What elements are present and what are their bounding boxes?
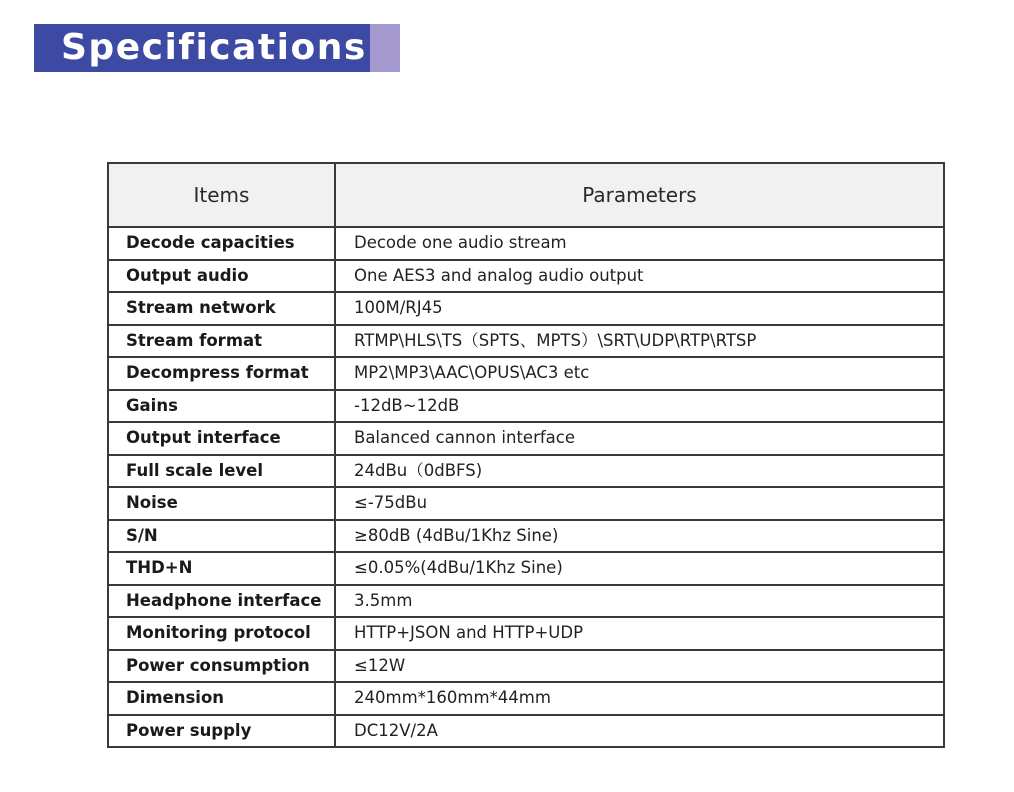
- row-item: Output audio: [108, 260, 335, 293]
- row-item: Stream network: [108, 292, 335, 325]
- table-row: [108, 715, 944, 748]
- row-item: Power consumption: [108, 650, 335, 683]
- row-param: ≤0.05%(4dBu/1Khz Sine): [335, 552, 944, 585]
- row-item: Dimension: [108, 682, 335, 715]
- table-row: [108, 227, 944, 260]
- row-item: Gains: [108, 390, 335, 423]
- table-row: [108, 357, 944, 390]
- row-item: Monitoring protocol: [108, 617, 335, 650]
- row-param: 100M/RJ45: [335, 292, 944, 325]
- title-accent-block: [370, 24, 400, 72]
- row-param: 240mm*160mm*44mm: [335, 682, 944, 715]
- table-row: [108, 552, 944, 585]
- table-row: [108, 585, 944, 618]
- row-param: HTTP+JSON and HTTP+UDP: [335, 617, 944, 650]
- header-items: Items: [108, 163, 335, 227]
- row-param: MP2\MP3\AAC\OPUS\AC3 etc: [335, 357, 944, 390]
- row-item: S/N: [108, 520, 335, 553]
- table-row: [108, 617, 944, 650]
- row-param: One AES3 and analog audio output: [335, 260, 944, 293]
- table-row: [108, 455, 944, 488]
- table-row: [108, 682, 944, 715]
- spec-table: [107, 162, 945, 748]
- table-row: [108, 650, 944, 683]
- row-param: Balanced cannon interface: [335, 422, 944, 455]
- header-parameters: Parameters: [335, 163, 944, 227]
- row-param: 3.5mm: [335, 585, 944, 618]
- table-row: [108, 422, 944, 455]
- row-param: RTMP\HLS\TS（SPTS、MPTS）\SRT\UDP\RTP\RTSP: [335, 325, 944, 358]
- row-item: THD+N: [108, 552, 335, 585]
- row-param: DC12V/2A: [335, 715, 944, 748]
- row-param: ≤12W: [335, 650, 944, 683]
- row-item: Full scale level: [108, 455, 335, 488]
- table-header-row: [108, 163, 944, 227]
- row-item: Headphone interface: [108, 585, 335, 618]
- row-param: ≥80dB (4dBu/1Khz Sine): [335, 520, 944, 553]
- row-param: 24dBu（0dBFS): [335, 455, 944, 488]
- table-row: [108, 390, 944, 423]
- page-title: Specifications: [61, 27, 367, 68]
- row-item: Decode capacities: [108, 227, 335, 260]
- table-row: [108, 260, 944, 293]
- row-item: Power supply: [108, 715, 335, 748]
- row-param: -12dB~12dB: [335, 390, 944, 423]
- title-banner: [34, 24, 400, 72]
- table-row: [108, 487, 944, 520]
- row-item: Stream format: [108, 325, 335, 358]
- row-param: Decode one audio stream: [335, 227, 944, 260]
- table-row: [108, 520, 944, 553]
- row-param: ≤-75dBu: [335, 487, 944, 520]
- table-row: [108, 325, 944, 358]
- row-item: Output interface: [108, 422, 335, 455]
- row-item: Noise: [108, 487, 335, 520]
- row-item: Decompress format: [108, 357, 335, 390]
- table-row: [108, 292, 944, 325]
